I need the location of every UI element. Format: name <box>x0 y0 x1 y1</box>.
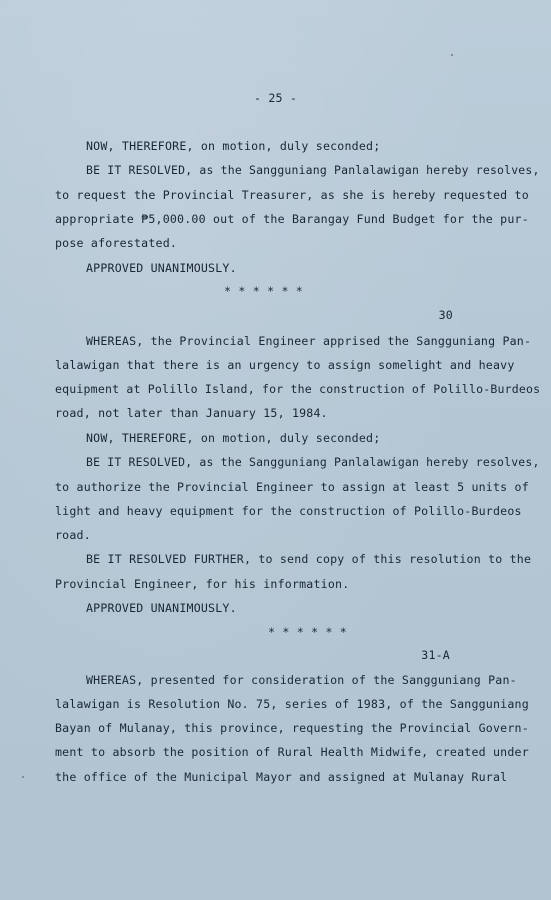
text-line: NOW, THEREFORE, on motion, duly seconded; <box>86 139 381 153</box>
resolution-number: 30 <box>438 308 453 322</box>
text-line: lalawigan is Resolution No. 75, series of 1983, of the Sangguniang <box>55 697 529 711</box>
page-number: - 25 - <box>253 91 298 105</box>
text-line: APPROVED UNANIMOUSLY. <box>86 261 237 275</box>
paper-speck <box>451 54 453 56</box>
text-line: Provincial Engineer, for his information. <box>55 577 350 591</box>
text-line: light and heavy equipment for the construction of Polillo-Burdeos <box>55 504 522 518</box>
paper-speck <box>22 776 24 778</box>
text-line: WHEREAS, presented for consideration of the Sangguniang Pan- <box>86 673 517 687</box>
resolution-number: 31-A <box>421 648 450 662</box>
text-line: Bayan of Mulanay, this province, requesting the Provincial Govern- <box>55 721 529 735</box>
text-line: road, not later than January 15, 1984. <box>55 406 328 420</box>
text-line: BE IT RESOLVED, as the Sangguniang Panlalawigan hereby resolves, <box>86 163 540 177</box>
text-line: to authorize the Provincial Engineer to assign at least 5 units of <box>55 480 529 494</box>
text-line: ment to absorb the position of Rural Health Midwife, created under <box>55 745 529 759</box>
text-line: road. <box>55 528 91 542</box>
text-line: the office of the Municipal Mayor and assigned at Mulanay Rural <box>55 770 508 784</box>
text-line: WHEREAS, the Provincial Engineer apprised the Sangguniang Pan- <box>86 334 532 348</box>
text-line: appropriate ₱5,000.00 out of the Barangay Fund Budget for the pur- <box>55 212 529 226</box>
text-line: to request the Provincial Treasurer, as she is hereby requested to <box>55 188 529 202</box>
separator-asterisks: * * * * * * <box>224 284 303 298</box>
separator-asterisks: * * * * * * <box>268 625 347 639</box>
text-line: NOW, THEREFORE, on motion, duly seconded; <box>86 431 381 445</box>
text-line: BE IT RESOLVED, as the Sangguniang Panlalawigan hereby resolves, <box>86 455 540 469</box>
text-line: lalawigan that there is an urgency to assign somelight and heavy <box>55 358 515 372</box>
text-line: pose aforestated. <box>55 236 178 250</box>
text-line: APPROVED UNANIMOUSLY. <box>86 601 237 615</box>
text-line: BE IT RESOLVED FURTHER, to send copy of this resolution to the <box>86 552 532 566</box>
text-line: equipment at Polillo Island, for the construction of Polillo-Burdeos <box>55 382 541 396</box>
